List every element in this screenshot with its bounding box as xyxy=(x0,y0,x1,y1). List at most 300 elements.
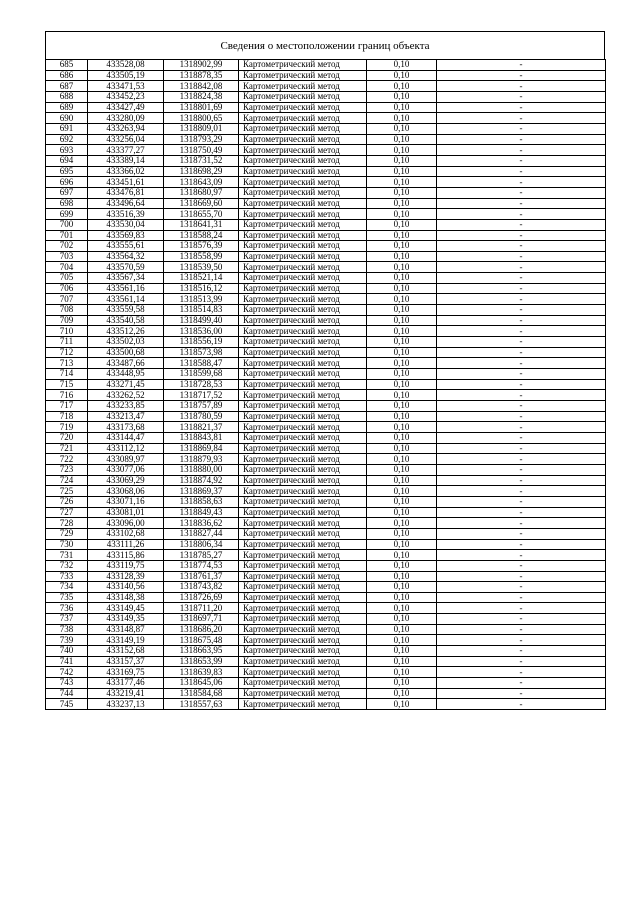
accuracy-cell: 0,10 xyxy=(367,219,437,230)
x-coordinate-cell: 433071,16 xyxy=(88,496,164,507)
y-coordinate-cell: 1318869,84 xyxy=(164,443,239,454)
method-cell: Картометрический метод xyxy=(239,102,367,113)
y-coordinate-cell: 1318539,50 xyxy=(164,262,239,273)
x-coordinate-cell: 433366,02 xyxy=(88,166,164,177)
method-cell: Картометрический метод xyxy=(239,315,367,326)
boundary-table-sheet xyxy=(45,31,605,710)
accuracy-cell: 0,10 xyxy=(367,145,437,156)
x-coordinate-cell: 433516,39 xyxy=(88,209,164,220)
description-cell: - xyxy=(437,283,606,294)
method-cell: Картометрический метод xyxy=(239,155,367,166)
table-row xyxy=(46,155,606,166)
description-cell: - xyxy=(437,102,606,113)
description-cell: - xyxy=(437,134,606,145)
accuracy-cell: 0,10 xyxy=(367,443,437,454)
y-coordinate-cell: 1318675,48 xyxy=(164,635,239,646)
accuracy-cell: 0,10 xyxy=(367,603,437,614)
y-coordinate-cell: 1318728,53 xyxy=(164,379,239,390)
description-cell: - xyxy=(437,326,606,337)
y-coordinate-cell: 1318711,20 xyxy=(164,603,239,614)
y-coordinate-cell: 1318557,63 xyxy=(164,699,239,710)
point-number-cell: 700 xyxy=(46,219,88,230)
table-row xyxy=(46,102,606,113)
x-coordinate-cell: 433561,14 xyxy=(88,294,164,305)
accuracy-cell: 0,10 xyxy=(367,507,437,518)
description-cell: - xyxy=(437,699,606,710)
x-coordinate-cell: 433427,49 xyxy=(88,102,164,113)
method-cell: Картометрический метод xyxy=(239,614,367,625)
table-row xyxy=(46,337,606,348)
table-row xyxy=(46,326,606,337)
point-number-cell: 706 xyxy=(46,283,88,294)
y-coordinate-cell: 1318516,12 xyxy=(164,283,239,294)
table-row xyxy=(46,81,606,92)
y-coordinate-cell: 1318858,63 xyxy=(164,496,239,507)
point-number-cell: 695 xyxy=(46,166,88,177)
method-cell: Картометрический метод xyxy=(239,134,367,145)
point-number-cell: 693 xyxy=(46,145,88,156)
method-cell: Картометрический метод xyxy=(239,507,367,518)
y-coordinate-cell: 1318743,82 xyxy=(164,582,239,593)
y-coordinate-cell: 1318513,99 xyxy=(164,294,239,305)
method-cell: Картометрический метод xyxy=(239,219,367,230)
x-coordinate-cell: 433128,39 xyxy=(88,571,164,582)
x-coordinate-cell: 433271,45 xyxy=(88,379,164,390)
accuracy-cell: 0,10 xyxy=(367,582,437,593)
accuracy-cell: 0,10 xyxy=(367,81,437,92)
table-row xyxy=(46,60,606,71)
table-row xyxy=(46,315,606,326)
accuracy-cell: 0,10 xyxy=(367,283,437,294)
method-cell: Картометрический метод xyxy=(239,230,367,241)
accuracy-cell: 0,10 xyxy=(367,369,437,380)
description-cell: - xyxy=(437,422,606,433)
description-cell: - xyxy=(437,518,606,529)
x-coordinate-cell: 433476,81 xyxy=(88,187,164,198)
point-number-cell: 722 xyxy=(46,454,88,465)
point-number-cell: 717 xyxy=(46,401,88,412)
point-number-cell: 690 xyxy=(46,113,88,124)
y-coordinate-cell: 1318780,59 xyxy=(164,411,239,422)
accuracy-cell: 0,10 xyxy=(367,294,437,305)
y-coordinate-cell: 1318514,83 xyxy=(164,305,239,316)
method-cell: Картометрический метод xyxy=(239,401,367,412)
y-coordinate-cell: 1318680,97 xyxy=(164,187,239,198)
method-cell: Картометрический метод xyxy=(239,411,367,422)
table-row xyxy=(46,486,606,497)
x-coordinate-cell: 433280,09 xyxy=(88,113,164,124)
point-number-cell: 736 xyxy=(46,603,88,614)
accuracy-cell: 0,10 xyxy=(367,401,437,412)
x-coordinate-cell: 433102,68 xyxy=(88,528,164,539)
accuracy-cell: 0,10 xyxy=(367,198,437,209)
y-coordinate-cell: 1318824,38 xyxy=(164,91,239,102)
x-coordinate-cell: 433177,46 xyxy=(88,678,164,689)
table-row xyxy=(46,401,606,412)
table-row xyxy=(46,411,606,422)
point-number-cell: 739 xyxy=(46,635,88,646)
y-coordinate-cell: 1318599,68 xyxy=(164,369,239,380)
y-coordinate-cell: 1318731,52 xyxy=(164,155,239,166)
accuracy-cell: 0,10 xyxy=(367,337,437,348)
description-cell: - xyxy=(437,241,606,252)
point-number-cell: 714 xyxy=(46,369,88,380)
method-cell: Картометрический метод xyxy=(239,528,367,539)
point-number-cell: 733 xyxy=(46,571,88,582)
x-coordinate-cell: 433569,83 xyxy=(88,230,164,241)
x-coordinate-cell: 433471,53 xyxy=(88,81,164,92)
x-coordinate-cell: 433152,68 xyxy=(88,646,164,657)
coordinates-table-body xyxy=(46,60,606,710)
table-row xyxy=(46,603,606,614)
description-cell: - xyxy=(437,369,606,380)
y-coordinate-cell: 1318655,70 xyxy=(164,209,239,220)
accuracy-cell: 0,10 xyxy=(367,390,437,401)
method-cell: Картометрический метод xyxy=(239,390,367,401)
method-cell: Картометрический метод xyxy=(239,603,367,614)
x-coordinate-cell: 433237,13 xyxy=(88,699,164,710)
description-cell: - xyxy=(437,464,606,475)
y-coordinate-cell: 1318806,34 xyxy=(164,539,239,550)
x-coordinate-cell: 433140,56 xyxy=(88,582,164,593)
accuracy-cell: 0,10 xyxy=(367,262,437,273)
point-number-cell: 691 xyxy=(46,123,88,134)
y-coordinate-cell: 1318536,00 xyxy=(164,326,239,337)
method-cell: Картометрический метод xyxy=(239,283,367,294)
x-coordinate-cell: 433555,61 xyxy=(88,241,164,252)
description-cell: - xyxy=(437,187,606,198)
y-coordinate-cell: 1318878,35 xyxy=(164,70,239,81)
y-coordinate-cell: 1318499,40 xyxy=(164,315,239,326)
description-cell: - xyxy=(437,315,606,326)
accuracy-cell: 0,10 xyxy=(367,646,437,657)
x-coordinate-cell: 433448,95 xyxy=(88,369,164,380)
description-cell: - xyxy=(437,145,606,156)
point-number-cell: 745 xyxy=(46,699,88,710)
method-cell: Картометрический метод xyxy=(239,582,367,593)
x-coordinate-cell: 433487,66 xyxy=(88,358,164,369)
description-cell: - xyxy=(437,432,606,443)
y-coordinate-cell: 1318761,37 xyxy=(164,571,239,582)
y-coordinate-cell: 1318558,99 xyxy=(164,251,239,262)
method-cell: Картометрический метод xyxy=(239,251,367,262)
table-row xyxy=(46,145,606,156)
method-cell: Картометрический метод xyxy=(239,464,367,475)
method-cell: Картометрический метод xyxy=(239,369,367,380)
point-number-cell: 689 xyxy=(46,102,88,113)
coordinates-table xyxy=(45,59,606,710)
x-coordinate-cell: 433169,75 xyxy=(88,667,164,678)
accuracy-cell: 0,10 xyxy=(367,379,437,390)
description-cell: - xyxy=(437,475,606,486)
method-cell: Картометрический метод xyxy=(239,262,367,273)
method-cell: Картометрический метод xyxy=(239,667,367,678)
description-cell: - xyxy=(437,379,606,390)
x-coordinate-cell: 433570,59 xyxy=(88,262,164,273)
method-cell: Картометрический метод xyxy=(239,624,367,635)
x-coordinate-cell: 433512,26 xyxy=(88,326,164,337)
accuracy-cell: 0,10 xyxy=(367,528,437,539)
description-cell: - xyxy=(437,550,606,561)
method-cell: Картометрический метод xyxy=(239,592,367,603)
point-number-cell: 709 xyxy=(46,315,88,326)
description-cell: - xyxy=(437,390,606,401)
x-coordinate-cell: 433233,85 xyxy=(88,401,164,412)
y-coordinate-cell: 1318842,08 xyxy=(164,81,239,92)
x-coordinate-cell: 433389,14 xyxy=(88,155,164,166)
x-coordinate-cell: 433149,45 xyxy=(88,603,164,614)
description-cell: - xyxy=(437,60,606,71)
y-coordinate-cell: 1318801,69 xyxy=(164,102,239,113)
method-cell: Картометрический метод xyxy=(239,273,367,284)
accuracy-cell: 0,10 xyxy=(367,496,437,507)
accuracy-cell: 0,10 xyxy=(367,209,437,220)
accuracy-cell: 0,10 xyxy=(367,187,437,198)
table-title: Сведения о местоположении границ объекта xyxy=(45,31,605,59)
point-number-cell: 694 xyxy=(46,155,88,166)
method-cell: Картометрический метод xyxy=(239,571,367,582)
point-number-cell: 712 xyxy=(46,347,88,358)
table-row xyxy=(46,390,606,401)
method-cell: Картометрический метод xyxy=(239,81,367,92)
description-cell: - xyxy=(437,209,606,220)
method-cell: Картометрический метод xyxy=(239,305,367,316)
y-coordinate-cell: 1318686,20 xyxy=(164,624,239,635)
table-row xyxy=(46,699,606,710)
table-row xyxy=(46,688,606,699)
x-coordinate-cell: 433567,34 xyxy=(88,273,164,284)
accuracy-cell: 0,10 xyxy=(367,123,437,134)
point-number-cell: 707 xyxy=(46,294,88,305)
x-coordinate-cell: 433077,06 xyxy=(88,464,164,475)
accuracy-cell: 0,10 xyxy=(367,454,437,465)
y-coordinate-cell: 1318521,14 xyxy=(164,273,239,284)
point-number-cell: 719 xyxy=(46,422,88,433)
method-cell: Картометрический метод xyxy=(239,635,367,646)
method-cell: Картометрический метод xyxy=(239,699,367,710)
point-number-cell: 737 xyxy=(46,614,88,625)
y-coordinate-cell: 1318645,06 xyxy=(164,678,239,689)
accuracy-cell: 0,10 xyxy=(367,411,437,422)
point-number-cell: 716 xyxy=(46,390,88,401)
point-number-cell: 692 xyxy=(46,134,88,145)
point-number-cell: 725 xyxy=(46,486,88,497)
description-cell: - xyxy=(437,582,606,593)
accuracy-cell: 0,10 xyxy=(367,539,437,550)
y-coordinate-cell: 1318785,27 xyxy=(164,550,239,561)
description-cell: - xyxy=(437,166,606,177)
description-cell: - xyxy=(437,155,606,166)
y-coordinate-cell: 1318576,39 xyxy=(164,241,239,252)
description-cell: - xyxy=(437,646,606,657)
accuracy-cell: 0,10 xyxy=(367,571,437,582)
table-row xyxy=(46,432,606,443)
accuracy-cell: 0,10 xyxy=(367,635,437,646)
accuracy-cell: 0,10 xyxy=(367,70,437,81)
table-row xyxy=(46,560,606,571)
x-coordinate-cell: 433111,26 xyxy=(88,539,164,550)
description-cell: - xyxy=(437,443,606,454)
description-cell: - xyxy=(437,624,606,635)
method-cell: Картометрический метод xyxy=(239,688,367,699)
y-coordinate-cell: 1318588,47 xyxy=(164,358,239,369)
table-row xyxy=(46,443,606,454)
description-cell: - xyxy=(437,219,606,230)
method-cell: Картометрический метод xyxy=(239,550,367,561)
table-row xyxy=(46,358,606,369)
y-coordinate-cell: 1318573,98 xyxy=(164,347,239,358)
point-number-cell: 729 xyxy=(46,528,88,539)
description-cell: - xyxy=(437,262,606,273)
x-coordinate-cell: 433173,68 xyxy=(88,422,164,433)
table-row xyxy=(46,614,606,625)
y-coordinate-cell: 1318849,43 xyxy=(164,507,239,518)
point-number-cell: 741 xyxy=(46,656,88,667)
description-cell: - xyxy=(437,230,606,241)
table-row xyxy=(46,241,606,252)
x-coordinate-cell: 433377,27 xyxy=(88,145,164,156)
table-row xyxy=(46,624,606,635)
method-cell: Картометрический метод xyxy=(239,326,367,337)
point-number-cell: 721 xyxy=(46,443,88,454)
method-cell: Картометрический метод xyxy=(239,177,367,188)
point-number-cell: 702 xyxy=(46,241,88,252)
y-coordinate-cell: 1318663,95 xyxy=(164,646,239,657)
description-cell: - xyxy=(437,70,606,81)
table-row xyxy=(46,454,606,465)
method-cell: Картометрический метод xyxy=(239,560,367,571)
table-row xyxy=(46,646,606,657)
y-coordinate-cell: 1318643,09 xyxy=(164,177,239,188)
method-cell: Картометрический метод xyxy=(239,422,367,433)
method-cell: Картометрический метод xyxy=(239,539,367,550)
x-coordinate-cell: 433451,61 xyxy=(88,177,164,188)
method-cell: Картометрический метод xyxy=(239,187,367,198)
x-coordinate-cell: 433112,12 xyxy=(88,443,164,454)
point-number-cell: 738 xyxy=(46,624,88,635)
table-row xyxy=(46,496,606,507)
method-cell: Картометрический метод xyxy=(239,518,367,529)
y-coordinate-cell: 1318879,93 xyxy=(164,454,239,465)
method-cell: Картометрический метод xyxy=(239,432,367,443)
table-row xyxy=(46,422,606,433)
x-coordinate-cell: 433502,03 xyxy=(88,337,164,348)
point-number-cell: 715 xyxy=(46,379,88,390)
method-cell: Картометрический метод xyxy=(239,209,367,220)
y-coordinate-cell: 1318827,44 xyxy=(164,528,239,539)
accuracy-cell: 0,10 xyxy=(367,347,437,358)
description-cell: - xyxy=(437,507,606,518)
method-cell: Картометрический метод xyxy=(239,123,367,134)
table-row xyxy=(46,123,606,134)
y-coordinate-cell: 1318869,37 xyxy=(164,486,239,497)
table-row xyxy=(46,283,606,294)
accuracy-cell: 0,10 xyxy=(367,102,437,113)
y-coordinate-cell: 1318821,37 xyxy=(164,422,239,433)
x-coordinate-cell: 433564,32 xyxy=(88,251,164,262)
y-coordinate-cell: 1318843,81 xyxy=(164,432,239,443)
point-number-cell: 744 xyxy=(46,688,88,699)
accuracy-cell: 0,10 xyxy=(367,60,437,71)
x-coordinate-cell: 433505,19 xyxy=(88,70,164,81)
y-coordinate-cell: 1318717,52 xyxy=(164,390,239,401)
x-coordinate-cell: 433561,16 xyxy=(88,283,164,294)
description-cell: - xyxy=(437,251,606,262)
method-cell: Картометрический метод xyxy=(239,678,367,689)
y-coordinate-cell: 1318584,68 xyxy=(164,688,239,699)
point-number-cell: 730 xyxy=(46,539,88,550)
x-coordinate-cell: 433081,01 xyxy=(88,507,164,518)
method-cell: Картометрический метод xyxy=(239,241,367,252)
description-cell: - xyxy=(437,635,606,646)
point-number-cell: 718 xyxy=(46,411,88,422)
table-row xyxy=(46,251,606,262)
method-cell: Картометрический метод xyxy=(239,337,367,348)
table-row xyxy=(46,219,606,230)
accuracy-cell: 0,10 xyxy=(367,91,437,102)
accuracy-cell: 0,10 xyxy=(367,624,437,635)
accuracy-cell: 0,10 xyxy=(367,155,437,166)
x-coordinate-cell: 433528,08 xyxy=(88,60,164,71)
table-row xyxy=(46,347,606,358)
table-row xyxy=(46,294,606,305)
accuracy-cell: 0,10 xyxy=(367,667,437,678)
accuracy-cell: 0,10 xyxy=(367,422,437,433)
description-cell: - xyxy=(437,273,606,284)
x-coordinate-cell: 433149,19 xyxy=(88,635,164,646)
description-cell: - xyxy=(437,113,606,124)
description-cell: - xyxy=(437,401,606,412)
accuracy-cell: 0,10 xyxy=(367,486,437,497)
table-row xyxy=(46,187,606,198)
y-coordinate-cell: 1318726,69 xyxy=(164,592,239,603)
point-number-cell: 731 xyxy=(46,550,88,561)
point-number-cell: 705 xyxy=(46,273,88,284)
x-coordinate-cell: 433096,00 xyxy=(88,518,164,529)
x-coordinate-cell: 433089,97 xyxy=(88,454,164,465)
method-cell: Картометрический метод xyxy=(239,496,367,507)
accuracy-cell: 0,10 xyxy=(367,518,437,529)
method-cell: Картометрический метод xyxy=(239,358,367,369)
table-row xyxy=(46,582,606,593)
point-number-cell: 708 xyxy=(46,305,88,316)
accuracy-cell: 0,10 xyxy=(367,550,437,561)
method-cell: Картометрический метод xyxy=(239,70,367,81)
table-row xyxy=(46,635,606,646)
y-coordinate-cell: 1318639,83 xyxy=(164,667,239,678)
description-cell: - xyxy=(437,667,606,678)
accuracy-cell: 0,10 xyxy=(367,251,437,262)
method-cell: Картометрический метод xyxy=(239,91,367,102)
description-cell: - xyxy=(437,337,606,348)
point-number-cell: 698 xyxy=(46,198,88,209)
accuracy-cell: 0,10 xyxy=(367,699,437,710)
x-coordinate-cell: 433144,47 xyxy=(88,432,164,443)
table-row xyxy=(46,369,606,380)
table-row xyxy=(46,550,606,561)
point-number-cell: 687 xyxy=(46,81,88,92)
point-number-cell: 740 xyxy=(46,646,88,657)
description-cell: - xyxy=(437,358,606,369)
table-row xyxy=(46,305,606,316)
method-cell: Картометрический метод xyxy=(239,294,367,305)
x-coordinate-cell: 433256,04 xyxy=(88,134,164,145)
description-cell: - xyxy=(437,91,606,102)
accuracy-cell: 0,10 xyxy=(367,166,437,177)
method-cell: Картометрический метод xyxy=(239,60,367,71)
description-cell: - xyxy=(437,539,606,550)
x-coordinate-cell: 433262,52 xyxy=(88,390,164,401)
